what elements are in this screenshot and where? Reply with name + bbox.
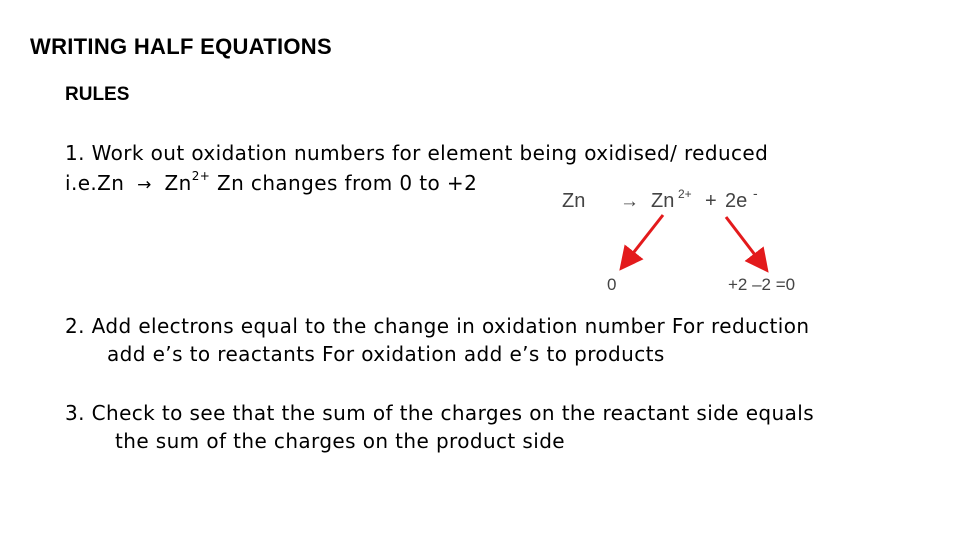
arrow-icon: → xyxy=(137,175,152,195)
example-reactant: i.e.Zn xyxy=(65,171,125,195)
left-red-arrow xyxy=(623,215,663,266)
diagram-reactant: Zn xyxy=(562,190,586,212)
example-ion: $Zn^{2+}$ xyxy=(164,169,211,195)
oxidation-number-right: +2 –2 =0 xyxy=(728,275,796,294)
oxidation-diagram xyxy=(550,164,820,300)
rule-2-continuation: add e’s to reactants For oxidation add e’s to products xyxy=(107,342,665,366)
right-red-arrow xyxy=(726,217,765,268)
diagram-electrons: 2e xyxy=(725,190,748,212)
diagram-product: Zn xyxy=(651,190,675,212)
example-explanation: Zn changes from 0 to +2 xyxy=(217,171,478,195)
rule-2-text: 2. Add electrons equal to the change in oxidation number For reduction xyxy=(65,314,810,338)
page-title: WRITING HALF EQUATIONS xyxy=(30,34,332,59)
rule-1-example xyxy=(65,171,477,195)
rule-1-text: 1. Work out oxidation numbers for element being oxidised/ reduced xyxy=(65,141,769,165)
rule-3-continuation: the sum of the charges on the product side xyxy=(115,429,566,453)
diagram-plus: + xyxy=(705,190,717,212)
oxidation-number-left: 0 xyxy=(607,275,617,294)
diagram-electron-charge: - xyxy=(753,185,758,201)
diagram-product-charge: 2+ xyxy=(678,187,692,201)
diagram-arrow-icon: → xyxy=(620,191,639,212)
rule-3-text: 3. Check to see that the sum of the charges on the reactant side equals xyxy=(65,401,815,425)
rules-heading: RULES xyxy=(65,84,130,105)
